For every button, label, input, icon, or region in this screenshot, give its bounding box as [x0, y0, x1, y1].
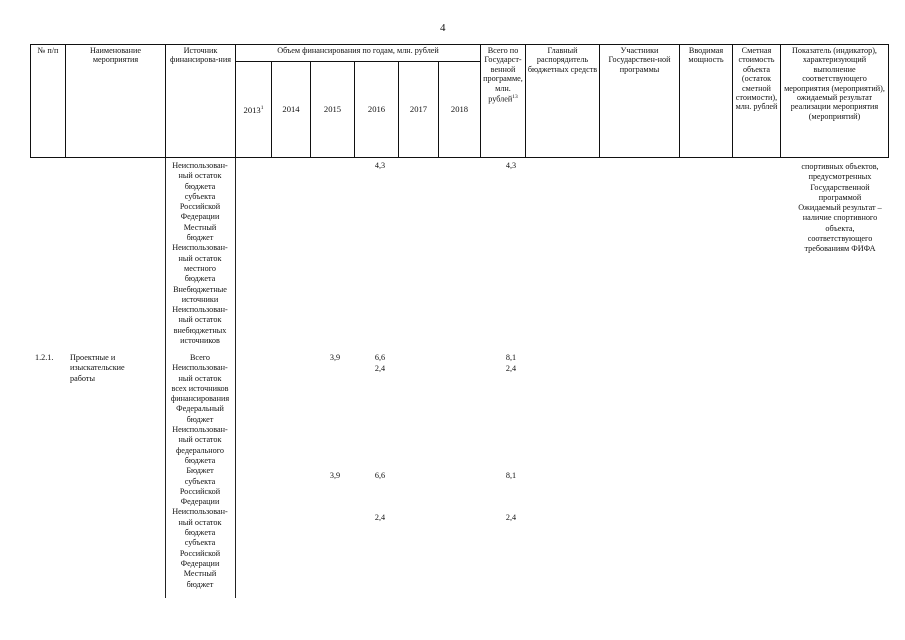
header-participants: Участники Государствен-ной программы: [600, 45, 680, 158]
subject-value-2015: 3,9: [329, 471, 341, 480]
source-line: внебюджетных: [173, 325, 227, 335]
source-line: Федерации: [180, 497, 220, 507]
unused-all-value-2016: 2,4: [374, 364, 386, 373]
block1-value-2016: 4,3: [374, 161, 386, 170]
header-name: Наименование мероприятия: [66, 45, 166, 158]
header-number: № п/п: [31, 45, 66, 158]
source-line: Российской: [179, 548, 221, 558]
block2-sources: [165, 353, 235, 590]
source-line: Федеральный: [176, 404, 224, 414]
source-line: Местный: [183, 569, 217, 579]
header-year-2013: 2013$^1$: [236, 62, 272, 158]
source-line: Внебюджетные: [173, 284, 227, 294]
source-line: местного: [184, 263, 216, 273]
indicator-line: предусмотренных: [808, 172, 872, 182]
source-line: источников: [180, 336, 220, 346]
header-year-2015: 2015: [311, 62, 355, 158]
header-indicator: Показатель (индикатор), характеризующий выполнение соответствующего мероприятия (мероприятий), ожидаемый результат реализации мероприятия (мероприятий): [781, 45, 889, 158]
source-line: бюджета: [184, 274, 216, 284]
source-line: бюджет: [186, 233, 214, 243]
header-year-2018: 2018: [439, 62, 481, 158]
source-line: Российской: [179, 202, 221, 212]
block2-index: 1.2.1.: [35, 353, 54, 362]
name-line: работы: [70, 373, 95, 383]
subject-value-2016: 6,6: [374, 471, 386, 480]
header-source: Источник финансирова-ния: [166, 45, 236, 158]
source-line: бюджета: [184, 528, 216, 538]
source-line: источники: [181, 294, 219, 304]
source-line: ный остаток: [178, 253, 222, 263]
source-line: ный остаток: [178, 315, 222, 325]
source-line: субъекта: [184, 191, 216, 201]
source-line: ный остаток: [178, 435, 222, 445]
source-line: Неиспользован-: [172, 363, 228, 373]
indicator-line: спортивных объектов,: [801, 162, 879, 171]
source-line: бюджет: [186, 414, 214, 424]
table-header: [30, 44, 889, 158]
name-line: Проектные и: [70, 353, 116, 362]
unused-subject-value-2016: 2,4: [374, 513, 386, 522]
page-number: 4: [440, 22, 446, 34]
header-year-2017: 2017: [399, 62, 439, 158]
header-capacity: Вводимая мощность: [680, 45, 733, 158]
all-value-2015: 3,9: [329, 353, 341, 362]
unused-subject-total: 2,4: [505, 513, 517, 522]
source-line: ный остаток: [178, 171, 222, 181]
source-line: Неиспользован-: [172, 305, 228, 315]
source-line: Неиспользован-: [172, 507, 228, 517]
indicator-line: программой: [818, 192, 862, 202]
source-line: Бюджет: [186, 466, 214, 476]
all-value-2016: 6,6: [374, 353, 386, 362]
source-line: Неиспользован-: [172, 243, 228, 253]
source-line: ный остаток: [178, 373, 222, 383]
header-manager: Главный распорядитель бюджетных средств: [526, 45, 600, 158]
source-line: финансирования: [170, 394, 230, 404]
indicator-line: Ожидаемый результат –: [798, 203, 882, 213]
subject-total: 8,1: [505, 471, 517, 480]
indicator-line: наличие спортивного: [802, 213, 878, 223]
block1-sources: [165, 161, 235, 346]
all-total: 8,1: [505, 353, 517, 362]
header-total: Всего по Государст-венной программе, млн. рублей$^{13}$: [481, 45, 526, 158]
block1-total: 4,3: [505, 161, 517, 170]
header-volume: Объем финансирования по годам, млн. рублей: [236, 45, 481, 62]
source-line: субъекта: [184, 476, 216, 486]
source-line: федерального: [176, 445, 224, 455]
source-line: бюджет: [186, 579, 214, 589]
indicator-continuation: [786, 162, 894, 255]
source-line: субъекта: [184, 538, 216, 548]
indicator-line: объекта,: [825, 223, 855, 233]
source-line: всех источников: [171, 383, 229, 393]
header-year-2016: 2016: [355, 62, 399, 158]
source-line: Всего: [189, 353, 211, 362]
block2-name: [70, 353, 162, 384]
indicator-line: Государственной: [810, 182, 870, 192]
source-line: Федерации: [180, 558, 220, 568]
source-line: бюджета: [184, 455, 216, 465]
header-year-2014: 2014: [272, 62, 311, 158]
indicator-line: требованиям ФИФА: [804, 244, 876, 254]
source-line: Российской: [179, 486, 221, 496]
unused-all-total: 2,4: [505, 364, 517, 373]
source-line: Местный: [183, 222, 217, 232]
source-line: ный остаток: [178, 517, 222, 527]
indicator-line: соответствующего: [807, 234, 873, 244]
name-line: изыскательские: [70, 363, 125, 373]
source-line: Неиспользован-: [172, 161, 228, 170]
source-line: бюджета: [184, 181, 216, 191]
source-line: Федерации: [180, 212, 220, 222]
source-line: Неиспользован-: [172, 425, 228, 435]
header-estimate: Сметная стоимость объекта (остаток сметной стоимости), млн. рублей: [733, 45, 781, 158]
